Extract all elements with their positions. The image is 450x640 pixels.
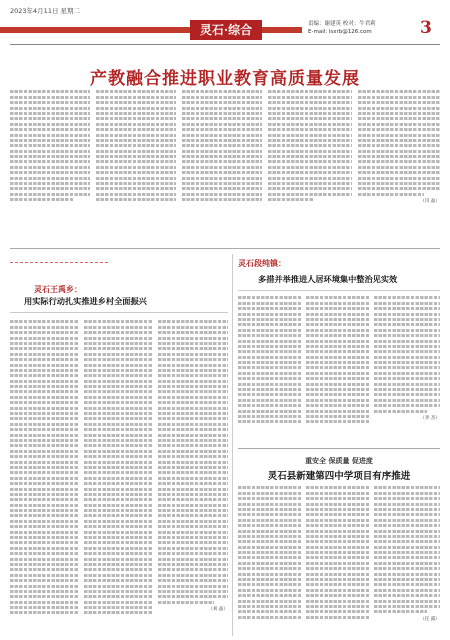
article1-col-1 bbox=[10, 88, 90, 228]
masthead-bar-left bbox=[0, 27, 190, 33]
article1-headline: 产教融合推进职业教育高质量发展 bbox=[90, 69, 360, 89]
article1-col-5 bbox=[358, 88, 440, 240]
article3-bottom-rule bbox=[238, 448, 440, 449]
divider-mid bbox=[10, 248, 440, 249]
editor-info bbox=[308, 20, 376, 36]
header-rule bbox=[10, 44, 440, 45]
article3-col-1 bbox=[238, 294, 302, 434]
article4-end-note: （任 露） bbox=[420, 616, 440, 622]
article3-headline: 多措并举推进人居环境集中整治见实效 bbox=[258, 274, 398, 284]
masthead-bar-right bbox=[262, 27, 302, 33]
article2-col-3 bbox=[158, 318, 228, 630]
article4-col-2 bbox=[306, 484, 370, 632]
page-number: 3 bbox=[420, 18, 432, 38]
article1-col-2 bbox=[96, 88, 176, 228]
article2-rule bbox=[10, 312, 228, 313]
article4-headline: 灵石县新建第四中学项目有序推进 bbox=[267, 471, 411, 482]
article1-end-note: （闫 晶） bbox=[420, 199, 440, 205]
article2-label: 灵石王禹乡： bbox=[34, 284, 82, 294]
article3-end-note: （李 杰） bbox=[420, 415, 440, 421]
email-line: E-mail: lsxrb@126.com bbox=[308, 29, 372, 35]
issue-date: 2023年4月11日 星期二 bbox=[10, 7, 81, 15]
editor-line: 责编：谢建英 校对：牛君莉 bbox=[308, 21, 376, 27]
article3-col-2 bbox=[306, 294, 370, 434]
article4-col-3 bbox=[374, 484, 440, 632]
article2-col-2 bbox=[84, 318, 152, 630]
section-title: 灵石·综合 bbox=[190, 20, 262, 40]
column-divider bbox=[232, 254, 233, 636]
masthead-band bbox=[0, 18, 450, 40]
article1-col-3 bbox=[182, 88, 262, 228]
article4-col-1 bbox=[238, 484, 302, 632]
article3-rule bbox=[238, 290, 440, 291]
article2-end-note: （刘 晶） bbox=[208, 607, 228, 613]
article3-col-3 bbox=[374, 294, 440, 442]
article3-label: 灵石段纯镇： bbox=[238, 258, 286, 268]
article4-lead: 重安全 保质量 促进度 bbox=[305, 456, 373, 465]
article1-col-4 bbox=[268, 88, 352, 228]
article2-headline: 用实际行动扎实推进乡村全面振兴 bbox=[24, 296, 147, 306]
article2-col-1 bbox=[10, 318, 78, 630]
article2-dash-rule bbox=[10, 262, 108, 263]
